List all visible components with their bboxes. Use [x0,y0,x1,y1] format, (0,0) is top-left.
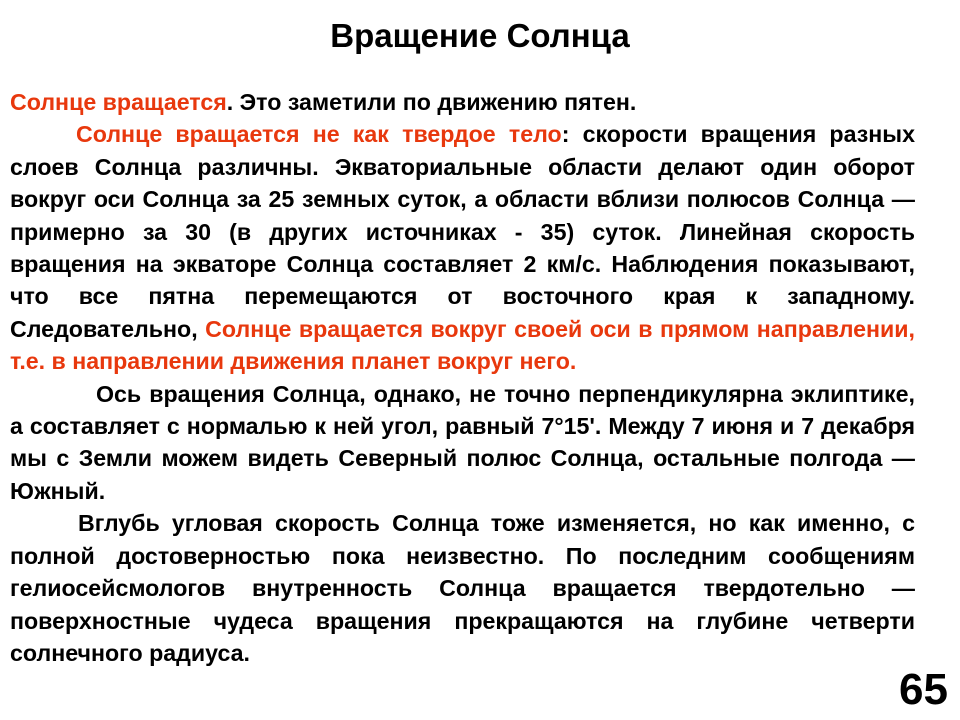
highlight-prograde-direction: Солнце вращается вокруг своей оси в прямом направлении, т.е. в направлении движения планет вокруг него. [10,315,915,375]
paragraph-text: : скорости вращения разных слоев Солнца различны. Экваториальные области делают один оборот вокруг оси Солнца за 25 земных суток, а области вблизи полюсов Солнца — примерно за 30 (в других источниках - 35) суток. Линейная скорость вращения на экваторе Солнца составляет 2 км/с. Наблюдения показывают, что все пятна перемещаются от восточного края к западному. Следовательно, [10,121,915,342]
paragraph-text: Ось вращения Солнца, однако, не точно перпендикулярна эклиптике, а составляет с нормалью к ней угол, равный 7°15'. Между 7 июня и 7 декабря мы с Земли можем видеть Северный полюс Солнца, остальные полгода — Южный. [10,380,915,504]
page-number: 65 [899,665,948,714]
paragraph-axis-tilt [10,378,915,508]
slide-body [10,86,915,669]
highlight-sun-rotates: Солнце вращается [10,89,227,115]
paragraph-rotation-intro [10,86,915,118]
paragraph-differential-rotation [10,118,915,377]
highlight-not-solid-body: Солнце вращается не как твердое тело [76,121,562,148]
paragraph-text: . Это заметили по движению пятен. [226,89,637,115]
paragraph-text: Вглубь угловая скорость Солнца тоже изменяется, но как именно, с полной достоверностью пока неизвестно. По последним сообщениям гелиосейсмологов внутренность Солнца вращается твердотельно — поверхностные чудеса вращения прекращаются на глубине четверти солнечного радиуса. [10,510,915,666]
paragraph-interior-rotation [10,507,915,669]
slide-title: Вращение Солнца [330,17,630,54]
